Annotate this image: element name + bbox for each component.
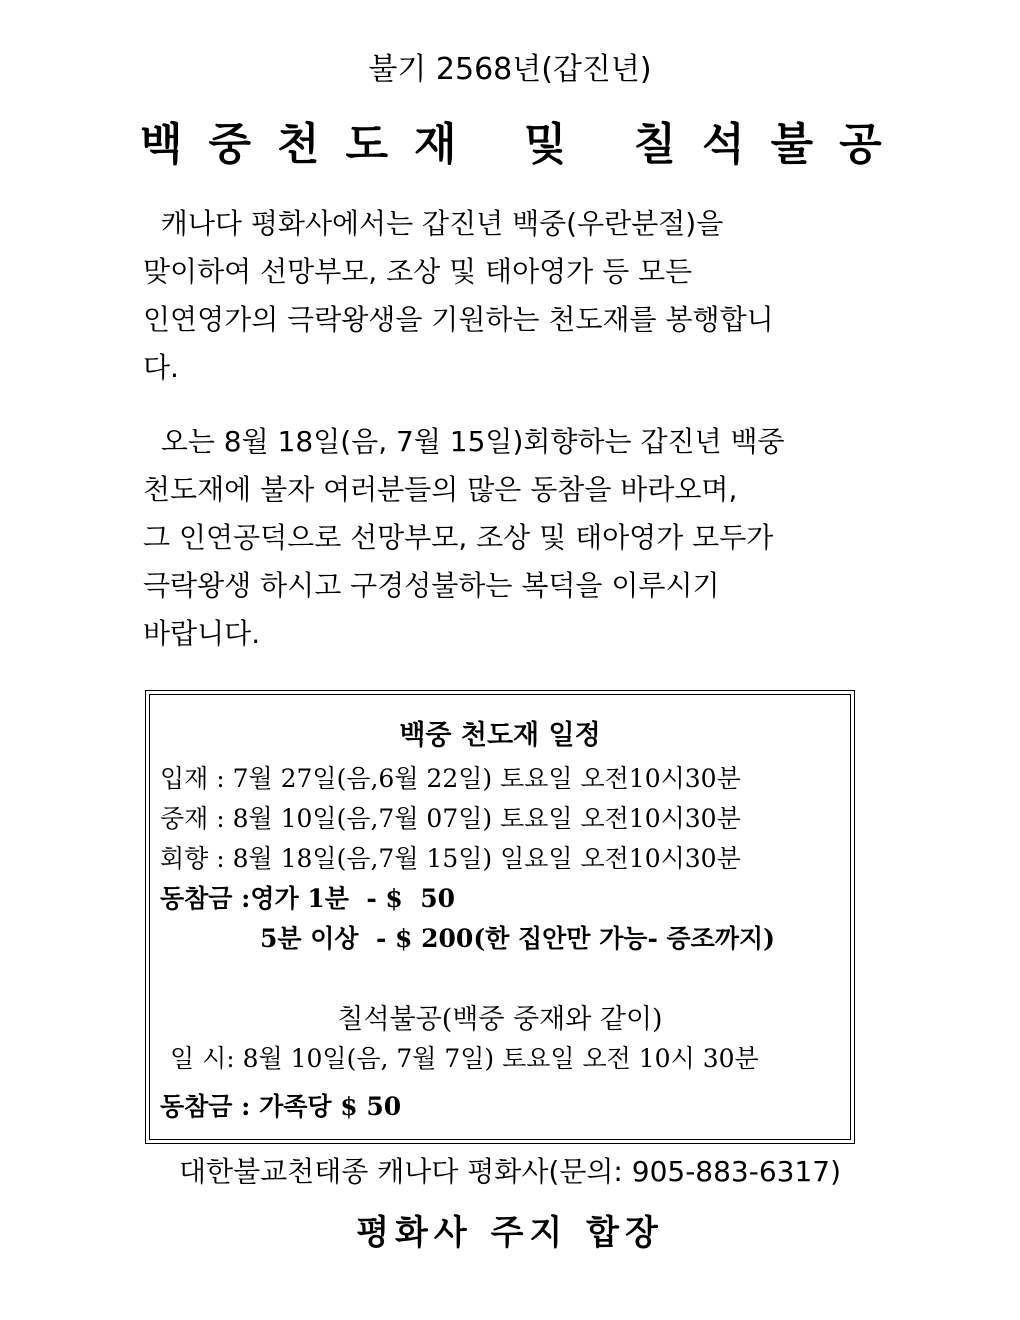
text-line: 극락왕생 하시고 구경성불하는 복덕을 이루시기	[143, 569, 720, 602]
schedule-row: 중재 : 8월 10일(음,7월 07일) 토요일 오전10시30분	[160, 804, 741, 833]
schedule-title: 백중 천도재 일정	[399, 720, 601, 751]
chilseok-title: 칠석불공(백중 중재와 같이)	[337, 1004, 663, 1035]
era-line: 불기 2568년(갑진년)	[368, 52, 652, 87]
text-line: 캐나다 평화사에서는 갑진년 백중(우란분절)을	[143, 207, 724, 240]
chilseok-time: 일 시: 8월 10일(음, 7월 7일) 토요일 오전 10시 30분	[170, 1044, 759, 1073]
text-line: 맞이하여 선망부모, 조상 및 태아영가 등 모든	[143, 255, 693, 288]
organization-contact: 대한불교천태종 캐나다 평화사(문의: 905-883-6317)	[178, 1155, 842, 1188]
text-line: 다.	[143, 351, 179, 384]
text-line: 인연영가의 극락왕생을 기원하는 천도재를 봉행합니	[143, 303, 774, 336]
chilseok-fee: 동참금 : 가족당 $ 50	[160, 1092, 402, 1121]
fee-line: 동참금 :영가 1분 - $ 50	[160, 884, 456, 913]
schedule-box	[145, 690, 855, 1144]
schedule-row: 회향 : 8월 18일(음,7월 15일) 일요일 오전10시30분	[160, 844, 741, 873]
intro-paragraph-2	[143, 418, 883, 658]
fee-line: 5분 이상 - $ 200(한 집안만 가능- 증조까지)	[260, 924, 775, 953]
page-title: 백중천도재 및 칠석불공	[140, 119, 908, 170]
text-line: 바랍니다.	[143, 617, 261, 650]
text-line: 그 인연공덕으로 선망부모, 조상 및 태아영가 모두가	[143, 521, 774, 554]
text-line: 오는 8월 18일(음, 7월 15일)회향하는 갑진년 백중	[143, 425, 785, 458]
intro-paragraph-1	[143, 200, 883, 392]
schedule-row: 입재 : 7월 27일(음,6월 22일) 토요일 오전10시30분	[160, 764, 741, 793]
text-line: 천도재에 불자 여러분들의 많은 동참을 바라오며,	[143, 473, 738, 506]
signature: 평화사 주지 합장	[356, 1213, 664, 1253]
